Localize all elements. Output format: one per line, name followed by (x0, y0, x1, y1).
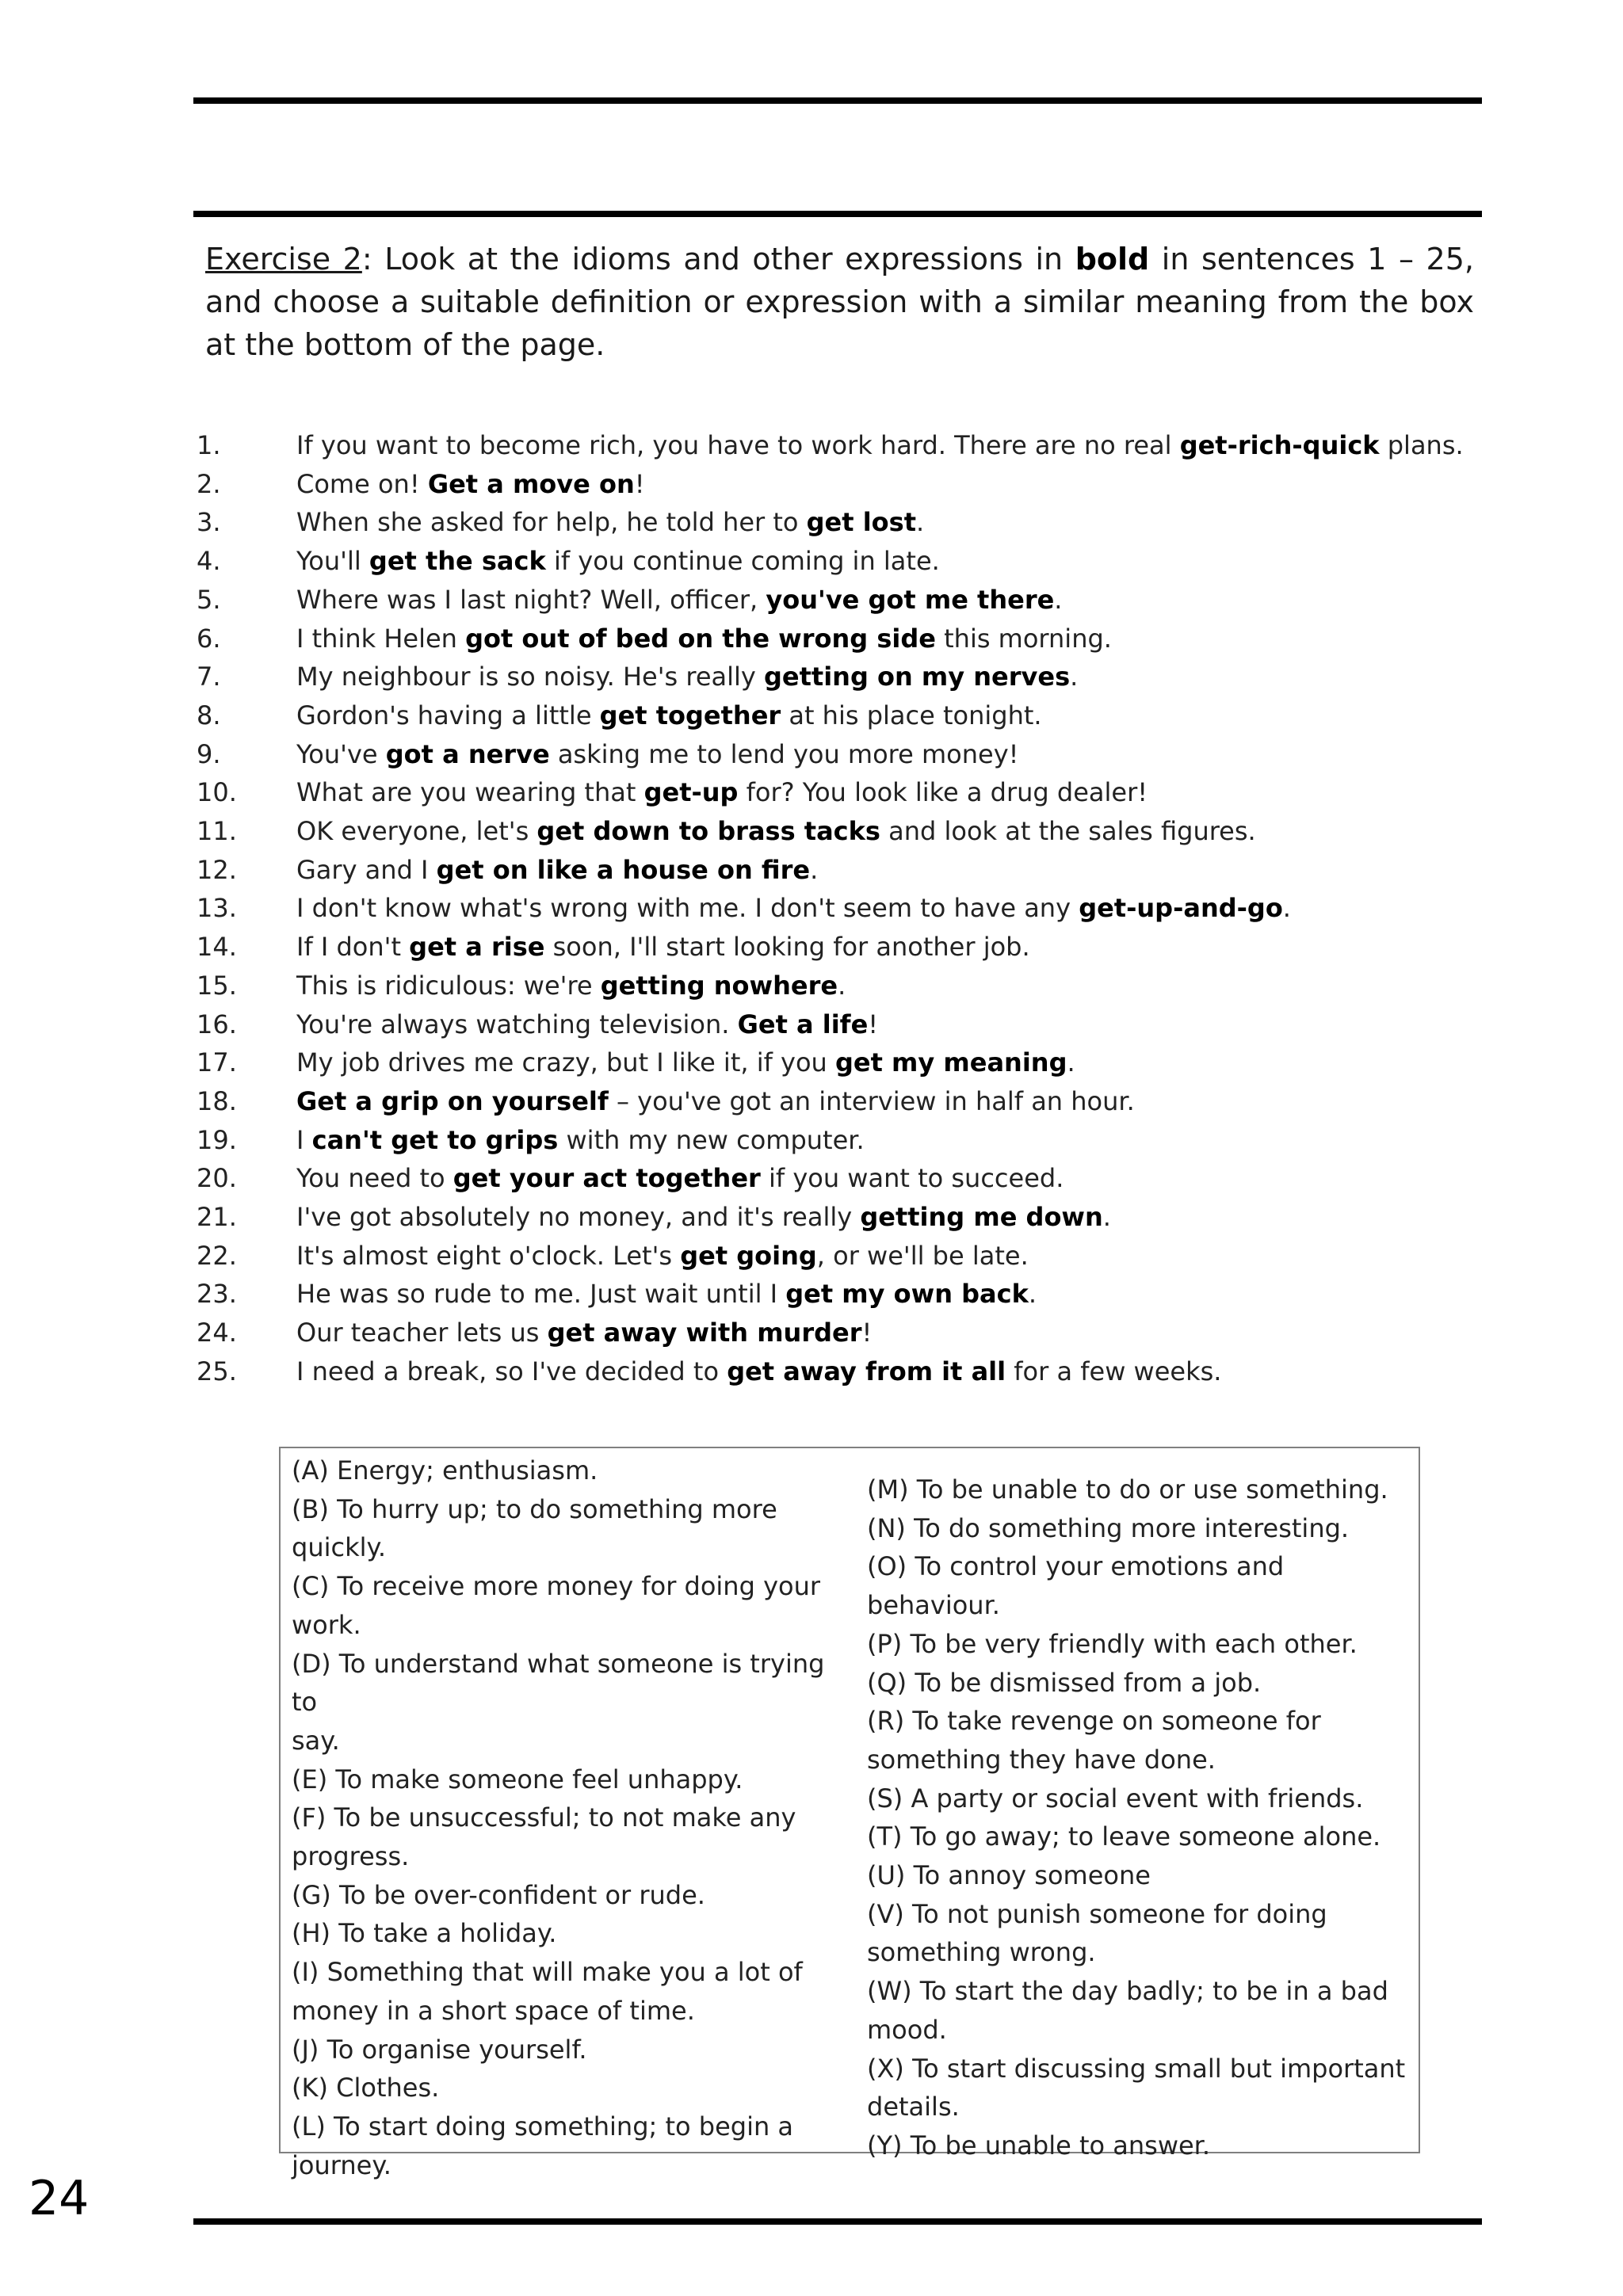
sentence-number: 4. (197, 546, 221, 577)
text-segment: What are you wearing that (296, 777, 644, 808)
sentence-text (296, 735, 1018, 774)
definition-line: (V) To not punish someone for doing (867, 1898, 1327, 1929)
text-segment: Our teacher lets us (296, 1318, 548, 1348)
definitions-right-column (867, 1470, 1414, 2165)
sentence-item (197, 1121, 1480, 1160)
bold-expression: can't get to grips (311, 1124, 559, 1155)
definition-line: (Y) To be unable to answer. (867, 2130, 1211, 2161)
sentence-text (296, 1237, 1029, 1276)
bold-expression: get going (680, 1240, 817, 1271)
text-segment: This is ridiculous: we're (296, 970, 601, 1001)
text-segment: Where was I last night? Well, officer, (296, 584, 766, 615)
bold-expression: you've got me there (766, 584, 1055, 615)
sentence-item (197, 426, 1480, 465)
definition-line: progress. (292, 1841, 410, 1872)
sentence-number: 13. (197, 893, 237, 924)
bold-expression: got a nerve (385, 738, 550, 769)
bold-expression: get away with murder (547, 1318, 862, 1348)
bold-expression: getting me down (860, 1202, 1103, 1233)
text-segment: I think Helen (296, 623, 466, 654)
definition-line: (S) A party or social event with friends. (867, 1783, 1364, 1814)
sentence-number: 9. (197, 738, 221, 769)
sentence-item (197, 1082, 1480, 1121)
bold-expression: get your act together (453, 1163, 761, 1194)
text-segment: if you want to succeed. (760, 1163, 1064, 1194)
definition-line: (Q) To be dismissed from a job. (867, 1667, 1262, 1698)
definition-line: (L) To start doing something; to begin a (292, 2111, 794, 2142)
text-segment: ! (861, 1318, 873, 1348)
text-segment: , or we'll be late. (816, 1240, 1029, 1271)
sentence-item (197, 1043, 1480, 1082)
text-segment: . (915, 507, 925, 538)
text-segment: in sentences 1 – 25, and choose a suitable definition or expression with a similar meaning from the box at the bottom of the page. (205, 242, 1474, 362)
definition-line: (B) To hurry up; to do something more (292, 1493, 777, 1524)
text-segment: for? You look like a drug dealer! (738, 777, 1148, 808)
text-segment: He was so rude to me. Just wait until I (296, 1279, 786, 1310)
sentence-number: 8. (197, 700, 221, 730)
definition-line: (W) To start the day badly; to be in a bad (867, 1976, 1388, 2007)
definition-line: quickly. (292, 1532, 387, 1563)
sentence-number: 1. (197, 430, 221, 460)
sentence-number: 11. (197, 816, 237, 847)
sentence-number: 19. (197, 1124, 237, 1155)
sentence-item (197, 658, 1480, 696)
text-segment: I need a break, so I've decided to (296, 1356, 727, 1386)
footer-rule (193, 2218, 1482, 2225)
sentence-text (296, 773, 1148, 812)
sentence-text (296, 812, 1256, 851)
sentence-item (197, 581, 1480, 620)
text-segment: plans. (1379, 430, 1464, 460)
text-segment: I (296, 1124, 312, 1155)
sentence-number: 5. (197, 584, 221, 615)
sentence-text (296, 1314, 872, 1352)
sentence-text (296, 889, 1291, 928)
bold-expression: Get a life (737, 1009, 869, 1039)
bold-expression: got out of bed on the wrong side (465, 623, 936, 654)
text-segment: . (1028, 1279, 1037, 1310)
definition-line: (A) Energy; enthusiasm. (292, 1455, 598, 1486)
sentence-text (296, 426, 1464, 465)
sentence-text (296, 696, 1042, 735)
definition-line: money in a short space of time. (292, 1995, 695, 2026)
exercise-label: Exercise 2 (205, 242, 362, 277)
definition-line: say. (292, 1725, 340, 1756)
sentence-number: 7. (197, 662, 221, 692)
definition-line: (G) To be over-confident or rude. (292, 1879, 705, 1910)
sentence-item (197, 1237, 1480, 1276)
bold-expression: Get a move on (427, 468, 635, 499)
sentence-number: 3. (197, 507, 221, 538)
sentence-number: 12. (197, 854, 237, 885)
text-segment: OK everyone, let's (296, 816, 537, 847)
sentence-item (197, 1275, 1480, 1314)
sentence-text (296, 1043, 1075, 1082)
text-segment: Look at the idioms and other expressions in (384, 242, 1075, 277)
definition-line: (X) To start discussing small but important (867, 2053, 1406, 2084)
bold-expression: Get a grip on yourself (296, 1085, 609, 1116)
text-segment: soon, I'll start looking for another job. (544, 932, 1030, 963)
text-segment: this morning. (935, 623, 1112, 654)
sentence-text (296, 658, 1078, 696)
sentence-item (197, 928, 1480, 967)
text-segment: You've (296, 738, 386, 769)
sentence-number: 23. (197, 1279, 237, 1310)
definition-line: mood. (867, 2014, 947, 2045)
sentence-item (197, 1198, 1480, 1237)
definition-line: (T) To go away; to leave someone alone. (867, 1821, 1381, 1852)
text-segment: . (810, 854, 819, 885)
sentence-item (197, 1352, 1480, 1391)
sentence-item (197, 696, 1480, 735)
definition-line: (N) To do something more interesting. (867, 1512, 1350, 1543)
sentence-text (296, 1275, 1037, 1314)
sentence-text (296, 1005, 878, 1044)
text-segment: – you've got an interview in half an hour. (608, 1085, 1135, 1116)
definition-line: (R) To take revenge on someone for (867, 1706, 1321, 1737)
text-segment: . (1070, 662, 1079, 692)
sentence-item (197, 1159, 1480, 1198)
sentence-text (296, 1082, 1135, 1121)
sentence-text (296, 581, 1062, 620)
sentence-list (197, 426, 1480, 1391)
sentence-number: 16. (197, 1009, 237, 1039)
top-rule (193, 97, 1482, 104)
sentence-text (296, 1352, 1221, 1391)
definition-line: (J) To organise yourself. (292, 2034, 587, 2065)
sentence-number: 18. (197, 1085, 237, 1116)
page-number: 24 (29, 2171, 90, 2226)
sentence-number: 2. (197, 468, 221, 499)
definition-line: (P) To be very friendly with each other. (867, 1628, 1358, 1659)
sentence-item (197, 735, 1480, 774)
definition-line: (M) To be unable to do or use something. (867, 1474, 1388, 1505)
exercise-instructions: Exercise 2: Look at the idioms and other expressions in bold in sentences 1 – 25, and choose a suitable definition or expression with a similar meaning from the box at the bottom of the page. (205, 242, 1474, 362)
sentence-number: 6. (197, 623, 221, 654)
sentence-number: 21. (197, 1202, 237, 1233)
text-segment: Gary and I (296, 854, 437, 885)
definition-line: (F) To be unsuccessful; to not make any (292, 1802, 796, 1833)
sentence-item (197, 1314, 1480, 1352)
text-segment: My neighbour is so noisy. He's really (296, 662, 764, 692)
text-segment: . (838, 970, 846, 1001)
text-segment: You need to (296, 1163, 453, 1194)
definition-line: (C) To receive more money for doing your (292, 1571, 821, 1602)
sentence-item (197, 503, 1480, 542)
text-segment: with my new computer. (558, 1124, 865, 1155)
sentence-number: 14. (197, 932, 237, 963)
definitions-box (279, 1447, 1420, 2180)
sentence-text (296, 928, 1030, 967)
sentence-item (197, 542, 1480, 581)
sentence-number: 25. (197, 1356, 237, 1386)
definition-line: details. (867, 2092, 960, 2122)
text-segment: for a few weeks. (1006, 1356, 1222, 1386)
bold-expression: get-up-and-go (1079, 893, 1283, 924)
bold-expression: bold (1075, 242, 1150, 277)
text-segment: Gordon's having a little (296, 700, 600, 730)
sentence-item (197, 851, 1480, 890)
bold-expression: getting on my nerves (764, 662, 1071, 692)
text-segment: My job drives me crazy, but I like it, if you (296, 1047, 835, 1078)
definition-line: (H) To take a holiday. (292, 1918, 557, 1949)
sentence-item (197, 889, 1480, 928)
text-segment: . (1067, 1047, 1075, 1078)
sentence-text (296, 1159, 1064, 1198)
sentence-text (296, 542, 940, 581)
bold-expression: get-up (643, 777, 739, 808)
text-segment: I don't know what's wrong with me. I don't seem to have any (296, 893, 1079, 924)
sentence-item (197, 967, 1480, 1005)
definition-line: (E) To make someone feel unhappy. (292, 1764, 743, 1794)
bold-expression: get on like a house on fire (436, 854, 811, 885)
text-segment: and look at the sales figures. (880, 816, 1256, 847)
sentence-number: 10. (197, 777, 237, 808)
sentence-item (197, 465, 1480, 504)
sentence-text (296, 1121, 865, 1160)
text-segment: . (1054, 584, 1063, 615)
text-segment: It's almost eight o'clock. Let's (296, 1240, 681, 1271)
definition-line: (I) Something that will make you a lot of (292, 1957, 803, 1988)
sentence-text (296, 851, 818, 890)
bold-expression: get-rich-quick (1179, 430, 1380, 460)
bold-expression: get away from it all (727, 1356, 1006, 1386)
definitions-left-column (292, 1451, 831, 2184)
definition-line: (U) To annoy someone (867, 1860, 1151, 1891)
text-segment: if you continue coming in late. (545, 546, 940, 577)
text-segment: at his place tonight. (781, 700, 1042, 730)
bold-expression: get lost (806, 507, 916, 538)
text-segment: asking me to lend you more money! (549, 738, 1019, 769)
header-rule (193, 211, 1482, 217)
instructions-body (205, 242, 1474, 362)
text-segment: If I don't (296, 932, 410, 963)
bold-expression: get the sack (369, 546, 546, 577)
bold-expression: get down to brass tacks (537, 816, 880, 847)
text-segment: ! (868, 1009, 879, 1039)
sentence-text (296, 1198, 1111, 1237)
sentence-number: 15. (197, 970, 237, 1001)
sentence-item (197, 773, 1480, 812)
bold-expression: get my own back (785, 1279, 1029, 1310)
sentence-number: 17. (197, 1047, 237, 1078)
sentence-number: 20. (197, 1163, 237, 1194)
sentence-text (296, 620, 1112, 658)
text-segment: When she asked for help, he told her to (296, 507, 807, 538)
bold-expression: getting nowhere (600, 970, 838, 1001)
definition-line: something they have done. (867, 1744, 1216, 1775)
definition-line: (D) To understand what someone is trying to (292, 1648, 825, 1718)
bold-expression: get a rise (409, 932, 545, 963)
definition-line: (K) Clothes. (292, 2073, 440, 2103)
text-segment: You'll (296, 546, 369, 577)
sentence-text (296, 503, 924, 542)
text-segment: . (1102, 1202, 1111, 1233)
text-segment: ! (634, 468, 645, 499)
definition-line: work. (292, 1609, 361, 1640)
sentence-item (197, 620, 1480, 658)
definition-line: something wrong. (867, 1937, 1096, 1968)
text-segment: You're always watching television. (296, 1009, 738, 1039)
bold-expression: get my meaning (835, 1047, 1067, 1078)
sentence-text (296, 967, 846, 1005)
bold-expression: get together (599, 700, 781, 730)
text-segment: Come on! (296, 468, 428, 499)
sentence-item (197, 812, 1480, 851)
sentence-number: 24. (197, 1318, 237, 1348)
text-segment: . (1282, 893, 1291, 924)
text-segment: I've got absolutely no money, and it's really (296, 1202, 861, 1233)
sentence-text (296, 465, 645, 504)
definition-line: (O) To control your emotions and behaviour. (867, 1551, 1285, 1621)
sentence-number: 22. (197, 1240, 237, 1271)
sentence-item (197, 1005, 1480, 1044)
text-segment: If you want to become rich, you have to work hard. There are no real (296, 430, 1180, 460)
definition-line: journey. (292, 2149, 391, 2180)
